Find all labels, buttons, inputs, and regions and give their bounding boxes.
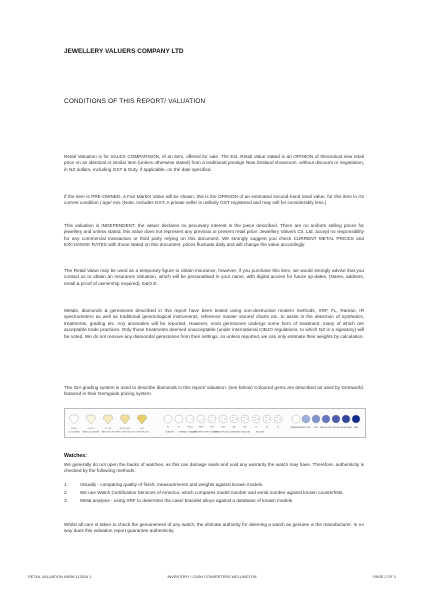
gem-tone-swatch-icon (332, 415, 340, 423)
clarity-grade-icon (230, 415, 238, 423)
inclusion-dot (244, 420, 245, 421)
inclusion-dot (222, 420, 223, 421)
clarity-grade-icon (175, 415, 183, 423)
insurance-paragraph: The Retail Value may be used as a temporary figure to obtain insurance, however, if you purchase this item, we would strongly advise that you contact us to obtain an Insurance Valuation, which will be personalised in your name, with digital access for future up-dates. (Name, address, email & proof of ownership required). E&O E. (64, 268, 364, 286)
gem-tone-swatch-icon (342, 415, 350, 423)
gem-tone-label: TRANSPARENT (290, 428, 302, 429)
company-name: JEWELLERY VALUERS COMPANY LTD (64, 48, 184, 55)
clarity-grade-label: VS1 (210, 426, 214, 429)
inclusion-dot (266, 420, 267, 421)
watches-heading: Watches: (64, 453, 87, 459)
color-grade-name: NEAR COLORLESS (82, 431, 100, 434)
inclusion-dot (277, 417, 278, 418)
clarity-grade-icon (252, 415, 260, 423)
color-grade-label: S-Z (140, 428, 144, 430)
inclusion-dot (222, 417, 223, 418)
watches-closing-paragraph: Whilst all care is taken to check the genuineness of any watch, the ultimate authority for deeming a watch as genuine is the manufacturer. In no way does this valuation report guarantee authenticity. (64, 522, 364, 534)
clarity-grade-name: SLIGHTLY INCLUDED (233, 432, 251, 434)
report-heading: CONDITIONS OF THIS REPORT/ VALUATION (64, 98, 206, 105)
footer-page-number: PAGE 2 OF 2 (373, 575, 396, 579)
inclusion-dot (192, 419, 193, 420)
inclusion-dot (233, 417, 234, 418)
inclusion-dot (244, 417, 245, 418)
footer-client: INVENTORY / CASH CONVERTERS WELLINGTON (167, 575, 257, 579)
inclusion-dot (269, 419, 270, 420)
clarity-grade-name: VERY SLIGHTLY INCLUDED (213, 432, 235, 434)
clarity-grade-icon (263, 415, 271, 423)
color-grade-diamond-icon (103, 415, 113, 424)
clarity-grade-label: SI2 (243, 426, 247, 429)
gem-tone-swatch-icon (352, 415, 360, 423)
clarity-grade-label: I2 (266, 426, 268, 429)
color-grade-name: LIGHT YELLOW (135, 431, 149, 434)
diamond-grading-chart (64, 408, 364, 438)
clarity-grade-label: I1 (255, 426, 257, 429)
clarity-grade-label: VS2 (221, 426, 225, 429)
testing-methods-paragraph: Metals, diamonds & gemstones described in this report have been tested using non-destructive modern methods, XRF, FL, Raman, IR spectrometers as well as traditional gemmological instruments, reference master stones/ charts etc. to assist in the detection of synthetics, treatments, grading etc. Any anomalies will be reported. However, most gemstones undergo some form of treatment, many of which are acceptable trade practices. Only those treatments deemed unacceptable (under international CIBJO regulations, to which NZ is a signatory) will be noted. We do not remove any diamonds/ gemstones from their settings, so unless reported, we can only estimate their weights by calculation. (64, 308, 364, 339)
list-item-text: Metal analysis - using XRF to determine the case/ bracelet alloys against a database of known models. (80, 497, 294, 503)
inclusion-dot (266, 417, 267, 418)
color-grade-name: COLORLESS (68, 431, 80, 434)
color-grade-name: VERY LIGHT YELLOW (115, 431, 135, 434)
color-grade-label: G H I J (87, 428, 95, 430)
clarity-grade-icon (219, 415, 227, 423)
color-grade-label: D E F (71, 428, 77, 430)
inclusion-dot (214, 419, 215, 420)
gem-tone-swatch-icon (312, 415, 320, 423)
gem-tone-label: VERY LIGHT (301, 428, 311, 429)
inclusion-dot (225, 419, 226, 420)
gem-tone-label: MEDIUM LIGHT (320, 428, 332, 429)
color-grade-name: FAINT YELLOW (101, 431, 115, 434)
color-grade-diamond-icon (86, 415, 96, 424)
grading-chart-graphic (64, 408, 364, 438)
list-item-number: 2. (64, 489, 68, 495)
gem-tone-label: DARK (353, 428, 359, 429)
clarity-grade-icon (186, 415, 194, 423)
gem-tone-label: MEDIUM (332, 428, 340, 429)
watch-check-methods-list (64, 482, 364, 506)
color-grade-label: N O P Q R (119, 428, 131, 430)
list-item (64, 490, 364, 496)
inclusion-dot (247, 419, 248, 420)
footer-report-id: RETAIL VALUATION #3096-112024 1 (28, 575, 92, 579)
clarity-grade-label: VVS2 (198, 426, 204, 429)
inclusion-dot (255, 417, 256, 418)
list-item-text: Visually - comparing quality of finish, measurements and weights against known models. (80, 482, 264, 487)
clarity-grade-label: IF (178, 426, 180, 429)
inclusion-dot (255, 420, 256, 421)
gem-tone-label: MEDIUM DARK (340, 428, 352, 429)
inclusion-dot (277, 420, 278, 421)
clarity-grade-icon (274, 415, 282, 423)
clarity-grade-name: INTERNALLY FLAWLESS (178, 432, 198, 434)
clarity-grade-icon (241, 415, 249, 423)
gem-tone-swatch-icon (302, 415, 310, 423)
independence-paragraph: This valuation is INDEPENDENT, the valuer declares no pecuniary interest in the piece described. There are no uniform selling prices for jewellery and unless stated, this value does not represent any previous or present retail price. Jewellery Valuers Co. Ltd. accept no responsibility for any commercial transaction or third party relying on this document. We strongly suggest you check CURRENT METAL PRICES and EXCHANGE RATES with those stated on this document, prices fluctuate daily and will change the value accordingly. (64, 223, 364, 248)
inclusion-dot (211, 420, 212, 421)
color-grade-diamond-icon (69, 415, 79, 424)
clarity-grade-icon (164, 415, 172, 423)
list-item-number: 1. (64, 482, 68, 487)
clarity-grade-label: FL (166, 426, 170, 429)
list-item (64, 498, 364, 504)
retail-valuation-paragraph: Retail Valuation is for SALES COMPARISON, of an item, offered for sale. The Est. Retail Value stated is an OPINION of theoretical new retail price on an identical or similar item (unless otherwise stated) from a traditional prestige New Zealand showroom, without discount or negotiation, in NZ dollars, including GST & Duty, if applicable, on the date specified. (64, 154, 364, 172)
gem-tone-swatch-icon (322, 415, 330, 423)
inclusion-dot (236, 419, 237, 420)
clarity-grade-label: VVS1 (187, 426, 193, 429)
watches-intro-paragraph: We generally do not open the backs of watches, as this can damage seals and void any warranty the watch may have. Therefore, authenticity is checked by the following methods: (64, 462, 364, 474)
inclusion-dot (233, 420, 234, 421)
list-item-text: We use Watch Certification Services of America, which compares model number and serial number against known counterfeits. (80, 489, 344, 495)
clarity-grade-label: SI1 (232, 426, 236, 429)
list-item (64, 482, 364, 488)
clarity-grade-name: VERY VERY SLIGHTLY INCLUDED (193, 432, 219, 434)
clarity-grade-name: FLAWLESS (165, 432, 175, 434)
color-grade-diamond-icon (120, 415, 130, 424)
inclusion-dot (211, 417, 212, 418)
color-grade-diamond-icon (137, 415, 147, 424)
inclusion-dot (280, 419, 281, 420)
clarity-grade-icon (208, 415, 216, 423)
inclusion-dot (203, 419, 204, 420)
inclusion-dot (258, 419, 259, 420)
clarity-grade-icon (197, 415, 205, 423)
gem-tone-label: LIGHT (313, 428, 319, 429)
list-item-number: 3. (64, 497, 68, 503)
gia-grading-paragraph: The GIA grading system is used to describe diamonds in this report/ valuation. (see below) Coloured gems are described as used by Gemworld, featured in their Gemguide pricing system. (64, 385, 364, 397)
gem-tone-swatch-icon (292, 415, 300, 423)
pre-owned-paragraph: If the item is PRE-OWNED, a Fair Market Value will be shown, this is the OPINION of an estimated second-hand retail value, for this item in it's current condition / age/ era. (Note, includes GST. A private seller is unlikely GST registered and may sell for considerably less.) (64, 194, 364, 206)
clarity-grade-name: INCLUDED (255, 432, 265, 434)
color-grade-label: K L M (105, 428, 111, 430)
clarity-grade-label: I3 (277, 426, 279, 429)
inclusion-dot (200, 420, 201, 421)
